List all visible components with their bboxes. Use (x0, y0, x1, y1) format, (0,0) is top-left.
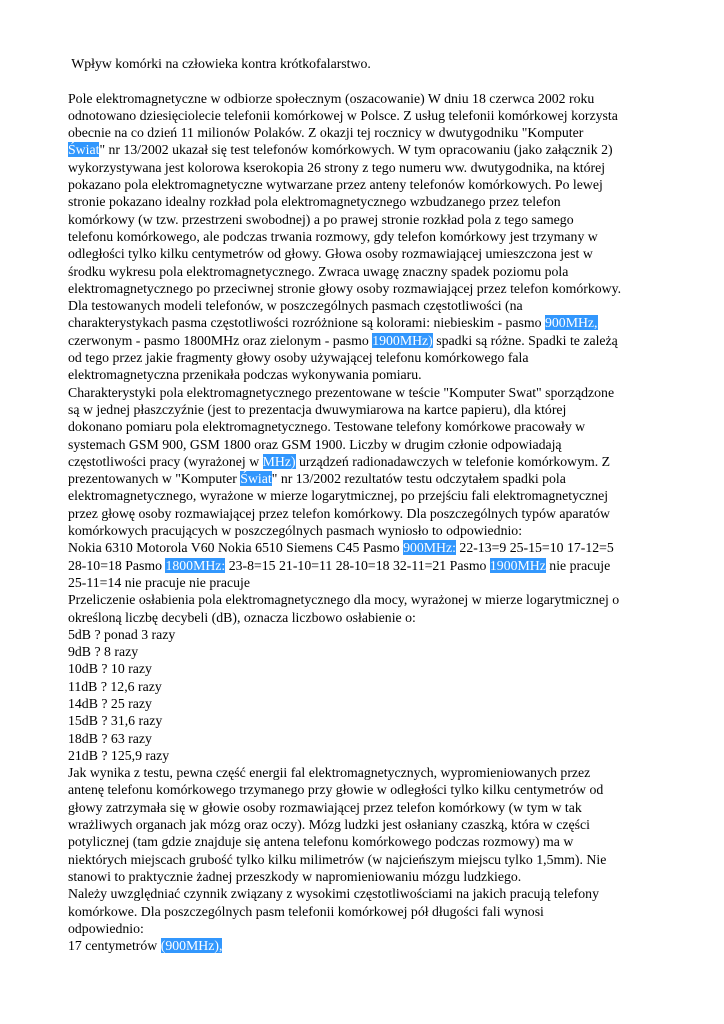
text-line (68, 678, 668, 695)
text-segment: charakterystykach pasma częstotliwości rozróżnione są kolorami: niebieskim - pasmo (68, 315, 545, 331)
search-highlight: 1900MHz (489, 557, 546, 573)
text-line (68, 245, 668, 262)
text-line (68, 816, 668, 833)
text-segment: 23-8=15 21-10=11 28-10=18 32-11=21 Pasmo (225, 557, 490, 573)
text-line (68, 470, 668, 487)
text-segment: odległości tylko kilku centymetrów od głowy. Głowa osoby rozmawiającej umieszczona jest w (68, 246, 593, 262)
text-segment: niektórych miejscach grubość tylko kilku milimetrów (w najcieńszym miejscu tylko 1,5mm). Nie (68, 851, 607, 867)
text-line (68, 695, 668, 712)
text-line (68, 591, 668, 608)
text-line (68, 574, 668, 591)
text-segment: prezentowanych w "Komputer (68, 471, 241, 487)
text-line (68, 418, 668, 435)
text-line (68, 747, 668, 764)
text-segment: Przeliczenie osłabienia pola elektromagnetycznego dla mocy, wyrażonej w mierze logarytmicznej o (68, 592, 620, 608)
text-segment: systemach GSM 900, GSM 1800 oraz GSM 1900. Liczby w drugim członie odpowiadają (68, 436, 562, 452)
text-line (68, 868, 668, 885)
text-segment: obecnie na co dzień 11 milionów Polaków. Z okazji tej rocznicy w dwutygodniku "Komputer (68, 125, 584, 141)
text-line (68, 366, 668, 383)
text-segment: odpowiednio: (68, 920, 144, 936)
text-line (68, 280, 668, 297)
text-segment: Dla testowanych modeli telefonów, w poszczególnych pasmach częstotliwości (na (68, 298, 523, 314)
text-segment: antenę telefonu komórkowego trzymanego przy głowie w odległości tylko kilku centymetrów od (68, 782, 604, 798)
text-segment: głowy zatrzymała się w głowie osoby rozmawiającej przez telefon komórkowy (w tym w tak (68, 799, 582, 815)
text-segment: potylicznej (tam gdzie znajduje się antena telefonu komórkowego podczas rozmowy) ma w (68, 834, 574, 850)
text-line (68, 211, 668, 228)
text-segment: 14dB ? 25 razy (68, 695, 152, 711)
text-line (68, 730, 668, 747)
text-segment: są w jednej płaszczyźnie (jest to prezentacja dwuwymiarowa na kartce papieru), dla której (68, 401, 567, 417)
document-page (68, 55, 668, 954)
text-segment: 15dB ? 31,6 razy (68, 713, 163, 729)
document-body (68, 90, 668, 955)
text-segment: spadki są różne. Spadki te zależą (432, 332, 618, 348)
text-segment: " nr 13/2002 rezultatów testu odczytałem spadki pola (271, 471, 566, 487)
text-line (68, 193, 668, 210)
text-segment: przez głowę osoby rozmawiającej przez telefon komórkowy. Dla poszczególnych typów aparatów (68, 505, 610, 521)
text-line (68, 228, 668, 245)
text-segment: częstotliwości pracy (wyrażonej w (68, 453, 263, 469)
text-segment: elektromagnetycznego, wyrażone w mierze logarytmicznej, po przejściu fali elektromagnetycznej (68, 488, 609, 504)
text-segment: 9dB ? 8 razy (68, 644, 139, 660)
text-line (68, 263, 668, 280)
text-line (68, 314, 668, 331)
text-line (68, 384, 668, 401)
text-segment: od tego przez jakie fragmenty głowy osoby używającej telefonu komórkowego fala (68, 350, 529, 366)
text-segment: 21dB ? 125,9 razy (68, 747, 170, 763)
text-segment: 5dB ? ponad 3 razy (68, 626, 176, 642)
search-highlight: 1800MHz: (165, 557, 226, 573)
text-line (68, 176, 668, 193)
text-segment: pokazano pola elektromagnetyczne wytwarzane przez anteny telefonów komórkowych. Po lewej (68, 177, 603, 193)
text-line (68, 885, 668, 902)
text-line (68, 851, 668, 868)
text-segment: komórkowych pracujących w poszczególnych pasmach wyniosło to odpowiednio: (68, 523, 523, 539)
text-line (68, 141, 668, 158)
text-segment: odnotowano dziesięciolecie telefonii komórkowej w Polsce. Z usług telefonii komórkowej korzysta (68, 107, 618, 123)
text-line (68, 799, 668, 816)
text-segment: elektromagnetycznego po przeciwnej stronie głowy osoby rozmawiającej przez telefon komórkowy. (68, 280, 622, 296)
text-segment: urządzeń radionadawczych w telefonie komórkowym. Z (295, 453, 611, 469)
text-line (68, 609, 668, 626)
text-segment: stronie pokazano idealny rozkład pola elektromagnetycznego wzbudzanego przez telefon (68, 194, 561, 210)
text-segment: komórkowe. Dla poszczególnych pasm telefonii komórkowej pół długości fali wynosi (68, 903, 544, 919)
text-line (68, 781, 668, 798)
text-line (68, 349, 668, 366)
text-segment: Pole elektromagnetyczne w odbiorze społecznym (oszacowanie) W dniu 18 czerwca 2002 roku (68, 90, 595, 106)
text-line (68, 557, 668, 574)
text-segment: 11dB ? 12,6 razy (68, 678, 162, 694)
text-line (68, 401, 668, 418)
text-segment: stanowi to praktycznie żadnej przeszkody w napromieniowaniu mózgu ludzkiego. (68, 868, 522, 884)
search-highlight: (900MHz), (160, 938, 223, 954)
document-title: Wpływ komórki na człowieka kontra krótkofalarstwo. (68, 56, 371, 71)
text-segment: " nr 13/2002 ukazał się test telefonów komórkowych. W tym opracowaniu (jako załącznik 2) (99, 142, 613, 158)
text-line (68, 712, 668, 729)
text-segment: dokonano pomiaru pola elektromagnetycznego. Testowane telefony komórkowe pracowały w (68, 419, 586, 435)
text-line (68, 107, 668, 124)
text-segment: komórkowy (w tzw. przestrzeni swobodnej) a po prawej stronie rozkład pola z tego samego (68, 211, 574, 227)
text-segment: Charakterystyki pola elektromagnetycznego prezentowane w teście "Komputer Swat" sporządzone (68, 384, 615, 400)
search-highlight: MHz) (262, 453, 296, 469)
text-line (68, 920, 668, 937)
text-line (68, 660, 668, 677)
text-segment: telefonu komórkowego, ale podczas trwania rozmowy, gdy telefon komórkowy jest trzymany w (68, 228, 598, 244)
text-line (68, 297, 668, 314)
text-line (68, 332, 668, 349)
text-segment: wrażliwych organach jak mózg oraz oczy). Mózg ludzki jest osłaniany czaszką, która w części (68, 817, 590, 833)
search-highlight: Świat (240, 471, 272, 487)
search-highlight: 1900MHz) (372, 332, 433, 348)
text-line (68, 539, 668, 556)
text-line (68, 159, 668, 176)
text-line (68, 522, 668, 539)
text-segment: określoną liczbę decybeli (dB), oznacza liczbowo osłabienie o: (68, 609, 416, 625)
text-segment: czerwonym - pasmo 1800MHz oraz zielonym - pasmo (68, 332, 373, 348)
text-segment: środku wykresu pola elektromagnetycznego. Zwraca uwagę znaczny spadek poziomu pola (68, 263, 569, 279)
text-line (68, 505, 668, 522)
text-segment: Nokia 6310 Motorola V60 Nokia 6510 Siemens C45 Pasmo (68, 540, 404, 556)
text-segment: 10dB ? 10 razy (68, 661, 152, 677)
text-line (68, 90, 668, 107)
text-line (68, 487, 668, 504)
text-line (68, 903, 668, 920)
text-segment: 17 centymetrów (68, 938, 161, 954)
text-line (68, 937, 668, 954)
text-segment: 25-11=14 nie pracuje nie pracuje (68, 574, 250, 590)
text-line (68, 453, 668, 470)
text-segment: Należy uwzględniać czynnik związany z wysokimi częstotliwościami na jakich pracują telefony (68, 886, 599, 902)
text-segment: wykorzystywana jest kolorowa kserokopia 26 strony z tego numeru ww. dwutygodnika, na której (68, 159, 606, 175)
search-highlight: 900MHz, (545, 315, 598, 331)
text-segment: 22-13=9 25-15=10 17-12=5 (455, 540, 614, 556)
text-line (68, 436, 668, 453)
text-segment: elektromagnetyczna przenikała podczas wykonywania pomiaru. (68, 367, 422, 383)
text-segment: Jak wynika z testu, pewna część energii fal elektromagnetycznych, wypromieniowanych przez (68, 765, 591, 781)
text-line (68, 833, 668, 850)
text-segment: nie pracuje (545, 557, 611, 573)
text-line (68, 124, 668, 141)
text-segment: 18dB ? 63 razy (68, 730, 152, 746)
text-line (68, 764, 668, 781)
text-segment: 28-10=18 Pasmo (68, 557, 166, 573)
text-line (68, 643, 668, 660)
search-highlight: Świat (68, 142, 100, 158)
text-line (68, 626, 668, 643)
search-highlight: 900MHz: (403, 540, 456, 556)
